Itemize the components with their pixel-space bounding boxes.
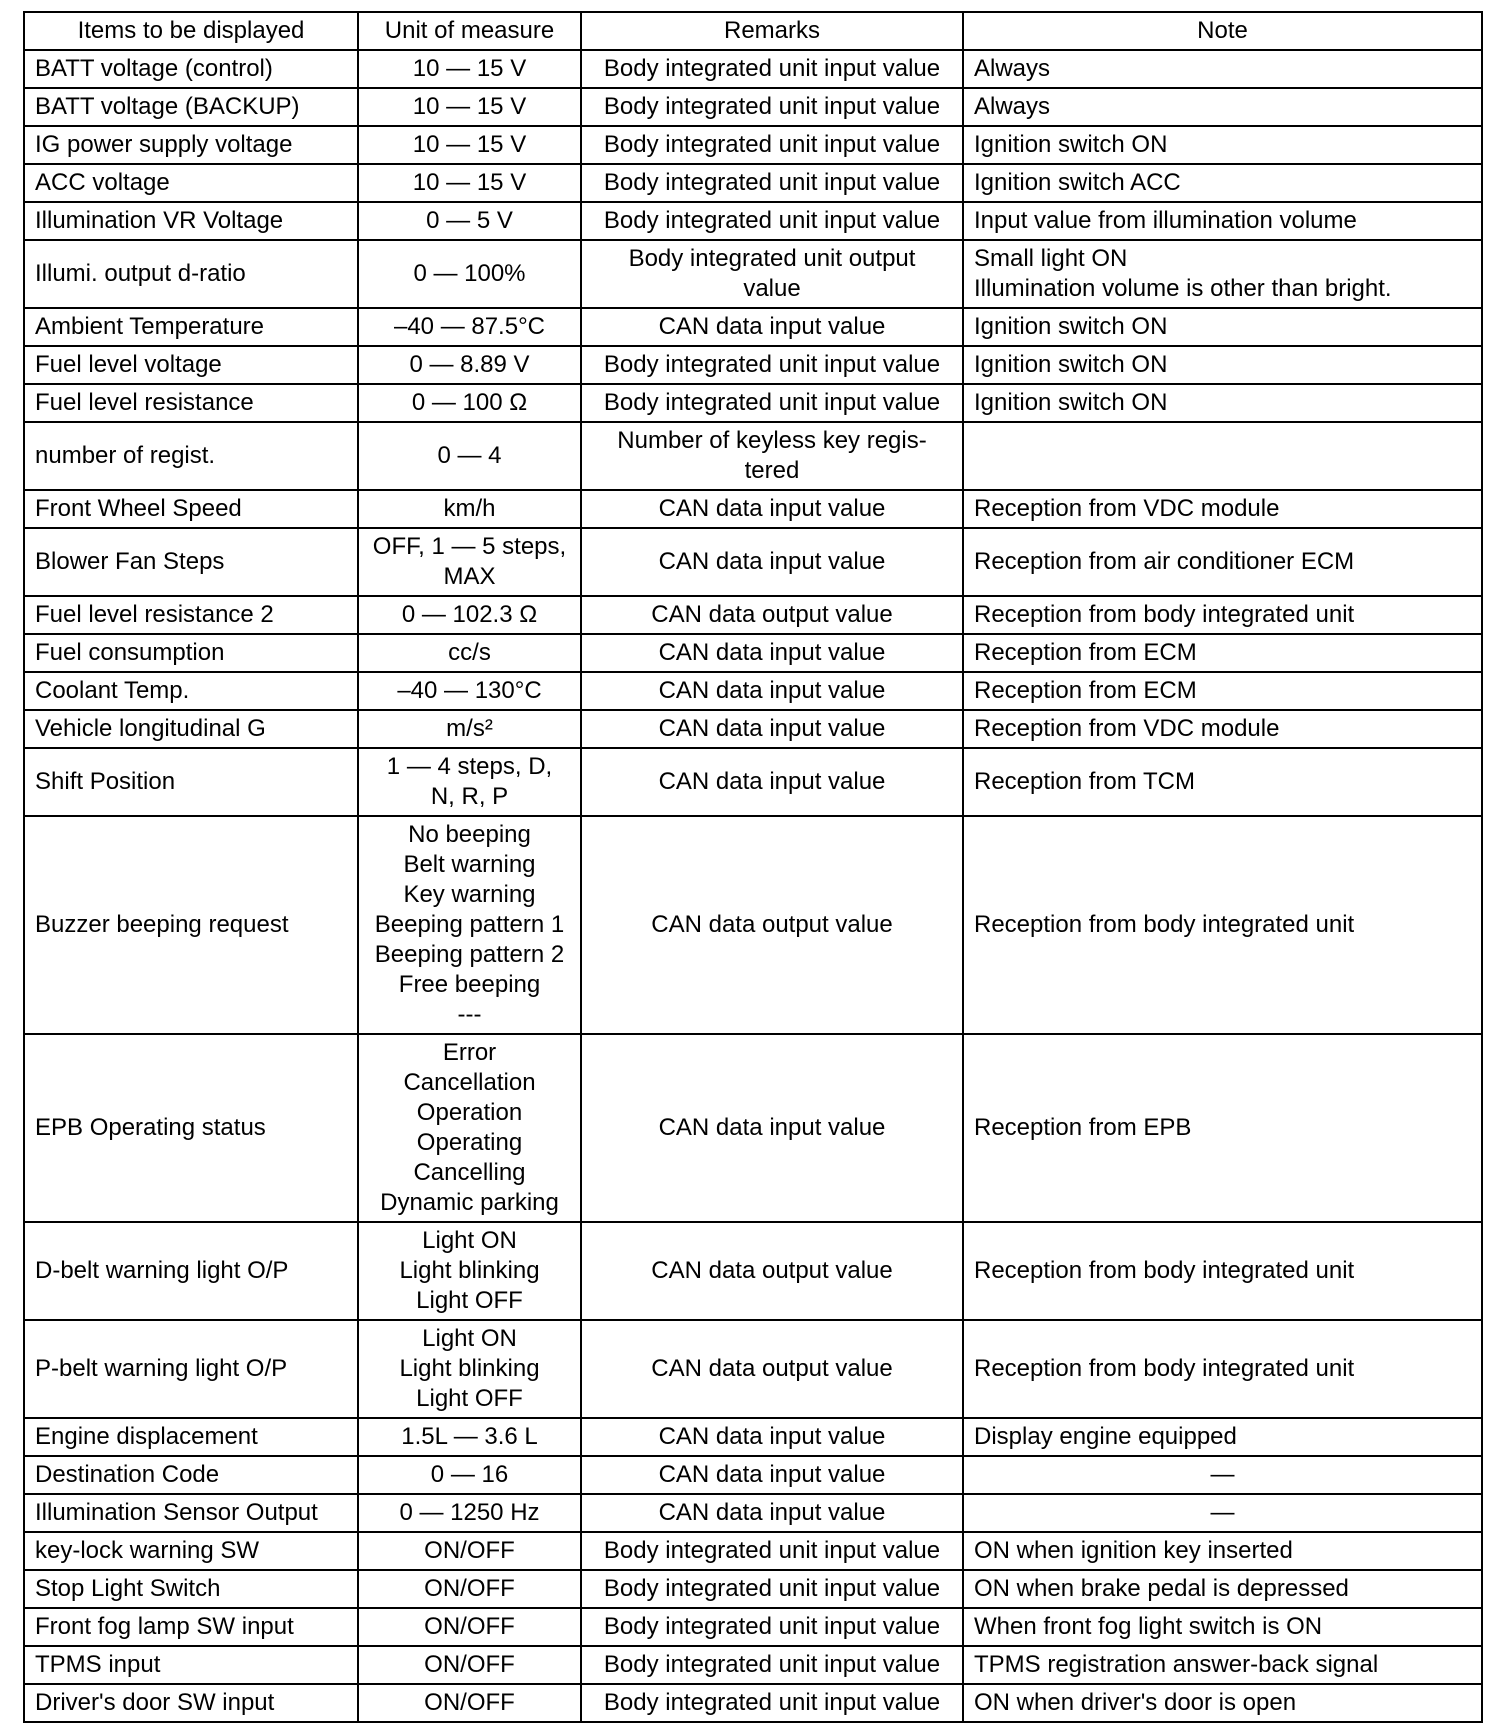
table-row	[24, 384, 1482, 422]
cell-remarks: Body integrated unit input value	[581, 1684, 963, 1722]
cell-unit: 0 — 5 V	[358, 202, 581, 240]
table-row	[24, 1608, 1482, 1646]
cell-remarks: CAN data output value	[581, 1320, 963, 1418]
cell-item: P-belt warning light O/P	[24, 1320, 358, 1418]
table-row	[24, 126, 1482, 164]
cell-remarks: CAN data input value	[581, 710, 963, 748]
cell-remarks: CAN data output value	[581, 596, 963, 634]
cell-item: BATT voltage (control)	[24, 50, 358, 88]
cell-item: Stop Light Switch	[24, 1570, 358, 1608]
cell-item: Coolant Temp.	[24, 672, 358, 710]
cell-note: Reception from VDC module	[963, 710, 1482, 748]
data-monitor-table	[23, 11, 1483, 1723]
cell-remarks: CAN data input value	[581, 490, 963, 528]
cell-unit: ON/OFF	[358, 1608, 581, 1646]
data-monitor-table-page	[23, 11, 1481, 1723]
table-row	[24, 1222, 1482, 1320]
cell-note: Always	[963, 88, 1482, 126]
cell-unit: 0 — 8.89 V	[358, 346, 581, 384]
table-row	[24, 634, 1482, 672]
table-row	[24, 748, 1482, 816]
cell-note: Ignition switch ON	[963, 308, 1482, 346]
cell-remarks: CAN data input value	[581, 1418, 963, 1456]
cell-item: Fuel level resistance	[24, 384, 358, 422]
cell-note: Display engine equipped	[963, 1418, 1482, 1456]
cell-unit: 10 — 15 V	[358, 88, 581, 126]
header-unit: Unit of measure	[358, 12, 581, 50]
cell-note: Small light ON Illumination volume is other than bright.	[963, 240, 1482, 308]
cell-remarks: Body integrated unit input value	[581, 50, 963, 88]
cell-unit: 0 — 100%	[358, 240, 581, 308]
cell-unit: Error Cancellation Operation Operating Cancelling Dynamic parking	[358, 1034, 581, 1222]
header-items: Items to be displayed	[24, 12, 358, 50]
cell-unit: 1 — 4 steps, D, N, R, P	[358, 748, 581, 816]
cell-remarks: Body integrated unit input value	[581, 1570, 963, 1608]
table-row	[24, 88, 1482, 126]
cell-unit: ON/OFF	[358, 1684, 581, 1722]
cell-unit: m/s²	[358, 710, 581, 748]
cell-remarks: CAN data output value	[581, 1222, 963, 1320]
header-note: Note	[963, 12, 1482, 50]
cell-note: Input value from illumination volume	[963, 202, 1482, 240]
cell-unit: 1.5L — 3.6 L	[358, 1418, 581, 1456]
cell-unit: No beeping Belt warning Key warning Beeping pattern 1 Beeping pattern 2 Free beeping ---	[358, 816, 581, 1034]
cell-remarks: Body integrated unit input value	[581, 202, 963, 240]
cell-remarks: CAN data input value	[581, 672, 963, 710]
cell-note: —	[963, 1456, 1482, 1494]
cell-unit: ON/OFF	[358, 1646, 581, 1684]
cell-item: Fuel consumption	[24, 634, 358, 672]
cell-note: Reception from body integrated unit	[963, 1222, 1482, 1320]
table-row	[24, 308, 1482, 346]
table-row	[24, 202, 1482, 240]
cell-unit: ON/OFF	[358, 1570, 581, 1608]
cell-remarks: Number of keyless key regis- tered	[581, 422, 963, 490]
cell-unit: ON/OFF	[358, 1532, 581, 1570]
cell-unit: 10 — 15 V	[358, 164, 581, 202]
cell-unit: OFF, 1 — 5 steps, MAX	[358, 528, 581, 596]
table-row	[24, 1570, 1482, 1608]
cell-item: Destination Code	[24, 1456, 358, 1494]
cell-unit: Light ON Light blinking Light OFF	[358, 1320, 581, 1418]
cell-remarks: Body integrated unit input value	[581, 164, 963, 202]
cell-remarks: CAN data input value	[581, 1456, 963, 1494]
cell-item: Illumi. output d-ratio	[24, 240, 358, 308]
cell-item: Buzzer beeping request	[24, 816, 358, 1034]
cell-unit: 0 — 16	[358, 1456, 581, 1494]
cell-note: Reception from air conditioner ECM	[963, 528, 1482, 596]
cell-note: TPMS registration answer-back signal	[963, 1646, 1482, 1684]
cell-remarks: Body integrated unit input value	[581, 346, 963, 384]
cell-item: Front Wheel Speed	[24, 490, 358, 528]
cell-note: ON when brake pedal is depressed	[963, 1570, 1482, 1608]
cell-note: Ignition switch ON	[963, 346, 1482, 384]
cell-item: Illumination Sensor Output	[24, 1494, 358, 1532]
cell-unit: 10 — 15 V	[358, 126, 581, 164]
cell-item: key-lock warning SW	[24, 1532, 358, 1570]
cell-remarks: Body integrated unit input value	[581, 1532, 963, 1570]
cell-remarks: CAN data input value	[581, 1034, 963, 1222]
cell-remarks: Body integrated unit input value	[581, 88, 963, 126]
cell-item: Fuel level resistance 2	[24, 596, 358, 634]
cell-remarks: Body integrated unit input value	[581, 1608, 963, 1646]
cell-item: Blower Fan Steps	[24, 528, 358, 596]
cell-note: Ignition switch ON	[963, 126, 1482, 164]
cell-unit: km/h	[358, 490, 581, 528]
cell-remarks: CAN data input value	[581, 528, 963, 596]
cell-note: Always	[963, 50, 1482, 88]
table-row	[24, 346, 1482, 384]
table-row	[24, 596, 1482, 634]
cell-unit: –40 — 87.5°C	[358, 308, 581, 346]
cell-item: ACC voltage	[24, 164, 358, 202]
cell-note: Ignition switch ACC	[963, 164, 1482, 202]
table-row	[24, 490, 1482, 528]
cell-item: EPB Operating status	[24, 1034, 358, 1222]
cell-note: Reception from EPB	[963, 1034, 1482, 1222]
cell-note: When front fog light switch is ON	[963, 1608, 1482, 1646]
cell-remarks: CAN data input value	[581, 308, 963, 346]
cell-unit: 0 — 100 Ω	[358, 384, 581, 422]
table-row	[24, 816, 1482, 1034]
cell-remarks: Body integrated unit input value	[581, 384, 963, 422]
cell-note: Reception from TCM	[963, 748, 1482, 816]
cell-note: ON when ignition key inserted	[963, 1532, 1482, 1570]
table-row	[24, 1034, 1482, 1222]
cell-item: Driver's door SW input	[24, 1684, 358, 1722]
table-row	[24, 240, 1482, 308]
cell-unit: cc/s	[358, 634, 581, 672]
cell-note: Reception from body integrated unit	[963, 816, 1482, 1034]
table-row	[24, 50, 1482, 88]
cell-unit: 10 — 15 V	[358, 50, 581, 88]
cell-item: Shift Position	[24, 748, 358, 816]
cell-note: Ignition switch ON	[963, 384, 1482, 422]
cell-unit: 0 — 102.3 Ω	[358, 596, 581, 634]
cell-item: Front fog lamp SW input	[24, 1608, 358, 1646]
cell-remarks: Body integrated unit input value	[581, 1646, 963, 1684]
cell-item: IG power supply voltage	[24, 126, 358, 164]
cell-note: Reception from body integrated unit	[963, 596, 1482, 634]
cell-note: —	[963, 1494, 1482, 1532]
table-row	[24, 672, 1482, 710]
cell-remarks: CAN data output value	[581, 816, 963, 1034]
table-row	[24, 1320, 1482, 1418]
cell-note: Reception from ECM	[963, 672, 1482, 710]
cell-item: D-belt warning light O/P	[24, 1222, 358, 1320]
cell-item: Ambient Temperature	[24, 308, 358, 346]
cell-note: Reception from body integrated unit	[963, 1320, 1482, 1418]
table-row	[24, 1646, 1482, 1684]
cell-remarks: Body integrated unit output value	[581, 240, 963, 308]
cell-item: Illumination VR Voltage	[24, 202, 358, 240]
table-row	[24, 1456, 1482, 1494]
cell-unit: –40 — 130°C	[358, 672, 581, 710]
table-row	[24, 1684, 1482, 1722]
cell-note: ON when driver's door is open	[963, 1684, 1482, 1722]
table-row	[24, 422, 1482, 490]
table-row	[24, 710, 1482, 748]
cell-item: number of regist.	[24, 422, 358, 490]
table-row	[24, 164, 1482, 202]
header-remarks: Remarks	[581, 12, 963, 50]
cell-item: BATT voltage (BACKUP)	[24, 88, 358, 126]
table-row	[24, 1418, 1482, 1456]
table-header-row	[24, 12, 1482, 50]
cell-note: Reception from VDC module	[963, 490, 1482, 528]
cell-item: Fuel level voltage	[24, 346, 358, 384]
cell-unit: Light ON Light blinking Light OFF	[358, 1222, 581, 1320]
table-body	[24, 50, 1482, 1722]
cell-item: TPMS input	[24, 1646, 358, 1684]
cell-note: Reception from ECM	[963, 634, 1482, 672]
cell-item: Vehicle longitudinal G	[24, 710, 358, 748]
cell-note	[963, 422, 1482, 490]
cell-unit: 0 — 1250 Hz	[358, 1494, 581, 1532]
cell-item: Engine displacement	[24, 1418, 358, 1456]
table-row	[24, 1532, 1482, 1570]
cell-remarks: CAN data input value	[581, 634, 963, 672]
table-row	[24, 1494, 1482, 1532]
cell-unit: 0 — 4	[358, 422, 581, 490]
cell-remarks: CAN data input value	[581, 748, 963, 816]
table-row	[24, 528, 1482, 596]
cell-remarks: Body integrated unit input value	[581, 126, 963, 164]
cell-remarks: CAN data input value	[581, 1494, 963, 1532]
